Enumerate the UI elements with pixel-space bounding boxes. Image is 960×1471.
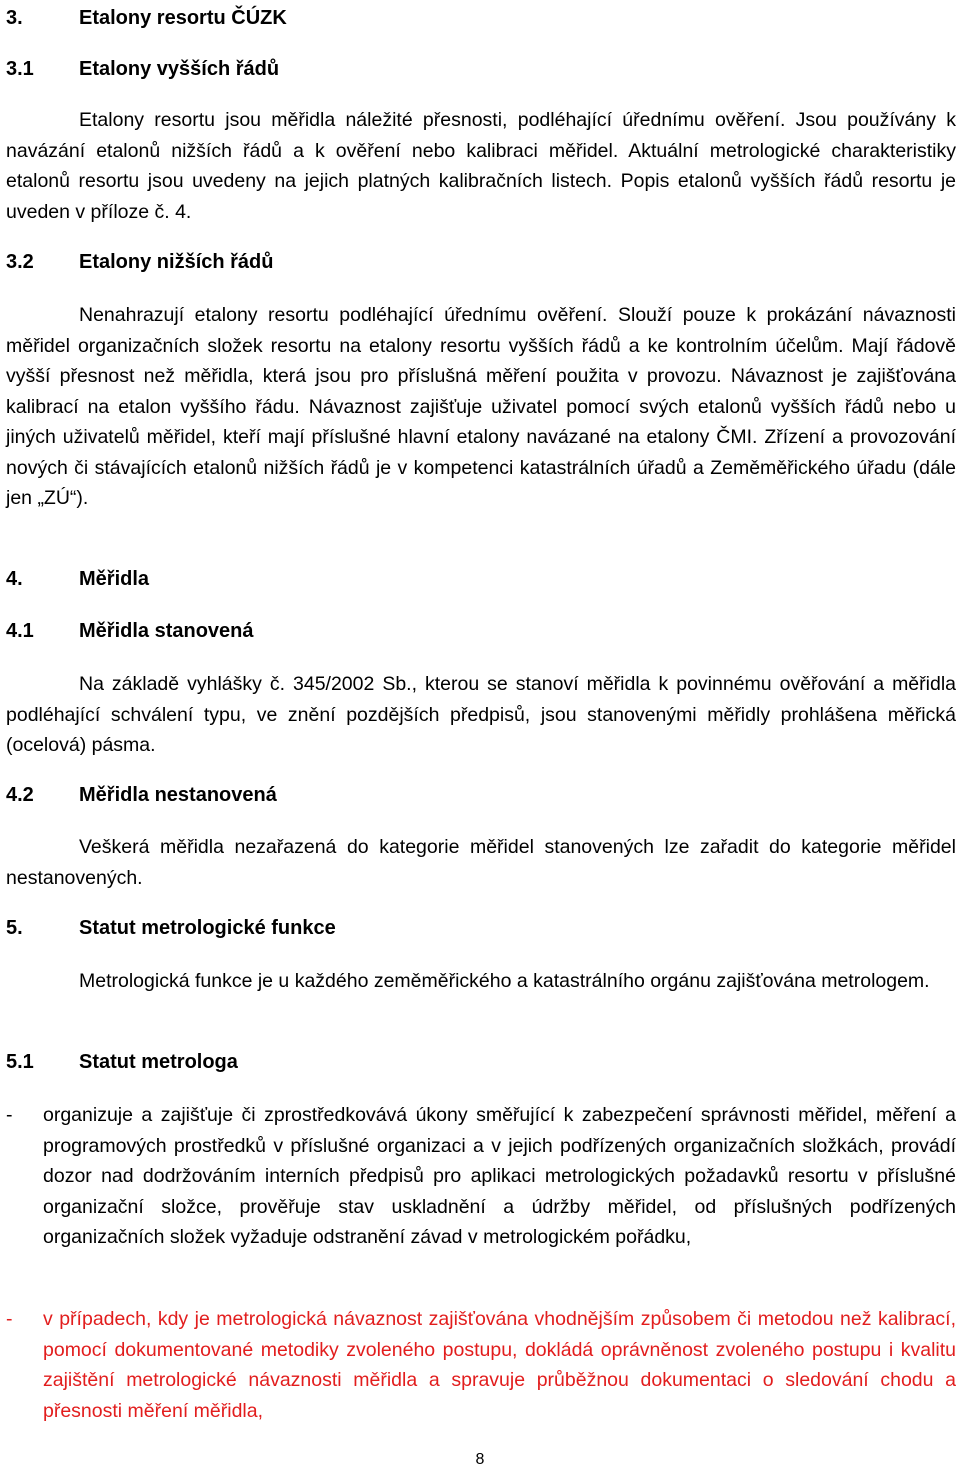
heading-3-2 [6,250,273,274]
paragraph-4-2: Veškerá měřidla nezařazená do kategorie měřidel stanovených lze zařadit do kategorie měřidel nestanovených. [6,836,956,889]
heading-title: Statut metrologické funkce [79,917,336,939]
heading-4-2 [6,783,277,807]
page-number: 8 [475,1451,485,1468]
paragraph-4-1: Na základě vyhlášky č. 345/2002 Sb., kterou se stanoví měřidla k povinnému ověřování a měřidla podléhající schválení typu, ve znění pozdějších předpisů, jsou stanovenými měřidly prohlášena měřická (ocelová) pásma. [6,673,956,756]
heading-3-1 [6,57,279,81]
heading-5 [6,916,336,940]
heading-number: 3. [6,7,23,29]
heading-number: 3.2 [6,251,34,273]
paragraph-3-1: Etalony resortu jsou měřidla náležité přesnosti, podléhající úřednímu ověření. Jsou používány k navázání etalonů nižších řádů a k ověření nebo kalibraci měřidel. Aktuální metrologické charakteristiky etalonů resortu jsou uvedeny na jejich platných kalibračních listech. Popis etalonů vyšších řádů resortu je uveden v příloze č. 4. [6,109,956,223]
heading-number: 4. [6,568,23,590]
heading-number: 5.1 [6,1051,34,1073]
heading-title: Statut metrologa [79,1051,238,1073]
list-dash: - [6,1308,13,1330]
heading-number: 5. [6,917,23,939]
heading-4 [6,567,149,591]
heading-title: Měřidla stanovená [79,620,254,642]
list-item-text: v případech, kdy je metrologická návaznost zajišťována vhodnějším způsobem či metodou než kalibrací, pomocí dokumentované metodiky zvoleného postupu, dokládá oprávněnost zvoleného postupu i kvalitu zajištění metrologické návaznosti měřidla a spravuje průběžnou dokumentaci o sledování chodu a přesnosti měření měřidla, [43,1308,956,1422]
list-dash: - [6,1104,13,1126]
list-item-highlighted [6,1304,956,1426]
heading-number: 4.1 [6,620,34,642]
heading-title: Etalony resortu ČÚZK [79,7,287,29]
heading-4-1 [6,619,254,643]
heading-number: 3.1 [6,58,34,80]
heading-3 [6,6,287,30]
list-item [6,1100,956,1253]
heading-title: Etalony vyšších řádů [79,58,280,80]
paragraph-5: Metrologická funkce je u každého zeměměřického a katastrálního orgánu zajišťována metrologem. [79,970,930,992]
heading-title: Měřidla [79,568,150,590]
heading-title: Etalony nižších řádů [79,251,274,273]
heading-5-1 [6,1050,238,1074]
list-item-text: organizuje a zajišťuje či zprostředkovává úkony směřující k zabezpečení správnosti měřidel, měření a programových prostředků v příslušné organizaci a v jejich podřízených organizačních složkách, provádí dozor nad dodržováním interních předpisů pro aplikaci metrologických požadavků resortu v příslušné organizační složce, prověřuje stav uskladnění a údržby měřidel, od příslušných podřízených organizačních složek vyžaduje odstranění závad v metrologickém pořádku, [43,1104,956,1248]
heading-number: 4.2 [6,784,34,806]
paragraph-3-2: Nenahrazují etalony resortu podléhající úřednímu ověření. Slouží pouze k prokázání návaznosti měřidel organizačních složek resortu na etalony resortu vyšších řádů a ke kontrolním účelům. Mají řádově vyšší přesnost než měřidla, která jsou pro příslušná měření použita v provozu. Návaznost je zajišťována kalibrací na etalon vyššího řádu. Návaznost zajišťuje uživatel pomocí svých etalonů vyšších řádů nebo u jiných uživatelů měřidel, kteří mají příslušné hlavní etalony navázané na etalony ČMI. Zřízení a provozování nových či stávajících etalonů nižších řádů je v kompetenci katastrálních úřadů a Zeměměřického úřadu (dále jen „ZÚ“). [6,304,956,509]
heading-title: Měřidla nestanovená [79,784,277,806]
